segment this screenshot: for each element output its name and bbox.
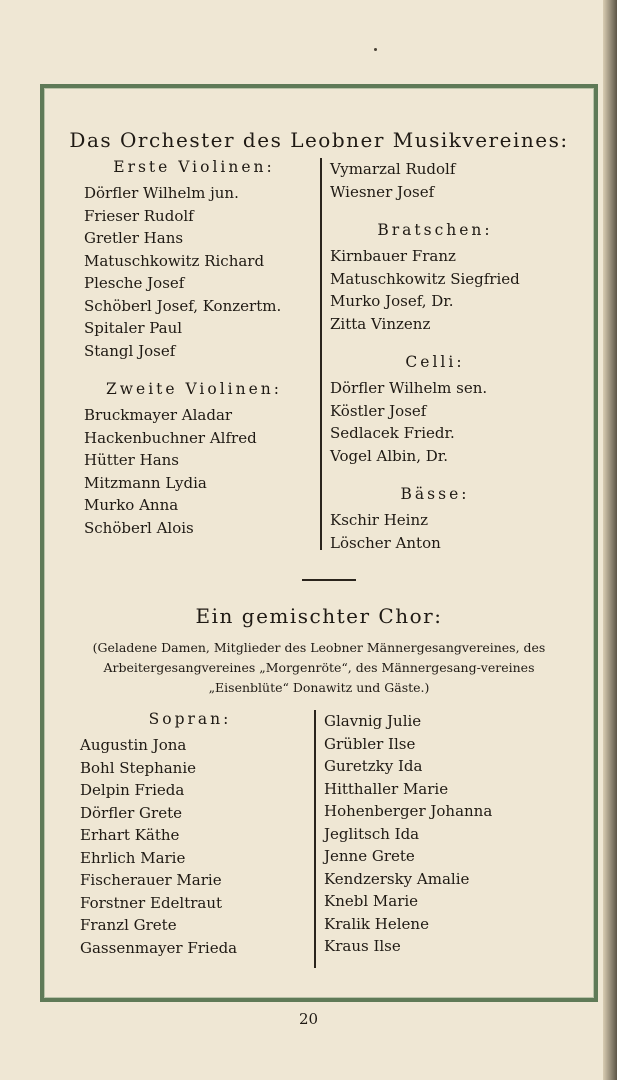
member-name: Mitzmann Lydia xyxy=(84,473,207,492)
member-name: Vymarzal Rudolf xyxy=(330,160,456,178)
member-name: Murko Josef, Dr. xyxy=(330,292,454,310)
orchestra-title: Das Orchester des Leobner Musikvereines: xyxy=(69,128,569,152)
member-name: Hackenbuchner Alfred xyxy=(84,428,257,447)
soprano-left-column xyxy=(80,710,300,959)
member-name: Glavnig Julie xyxy=(324,712,422,730)
member-name: Kraus Ilse xyxy=(324,937,401,955)
member-name: Bohl Stephanie xyxy=(80,758,197,777)
member-name: Kschir Heinz xyxy=(330,511,429,529)
member-name: Schöberl Alois xyxy=(84,518,194,537)
member-name: Löscher Anton xyxy=(330,533,441,552)
member-name: Knebl Marie xyxy=(324,892,419,910)
choir-title: Ein gemischter Chor: xyxy=(195,604,443,628)
soprano-left-list xyxy=(80,734,300,959)
orchestra-right-column xyxy=(330,158,540,554)
member-name: Spitaler Paul xyxy=(84,319,183,337)
member-name: Dörfler Wilhelm sen. xyxy=(330,379,488,397)
member-name: Köstler Josef xyxy=(330,401,427,420)
cellos-heading: Celli: xyxy=(405,353,465,371)
page-edge xyxy=(603,0,617,1080)
orchestra-left-column xyxy=(84,158,304,539)
member-name: Bruckmayer Aladar xyxy=(84,406,233,424)
soprano-heading: Sopran: xyxy=(148,710,232,728)
violas-heading: Bratschen: xyxy=(377,221,493,239)
soprano-right-list xyxy=(324,710,554,958)
member-name: Erhart Käthe xyxy=(80,826,180,844)
member-name: Gretler Hans xyxy=(84,229,184,247)
member-name: Franzl Grete xyxy=(80,916,177,934)
page-number: 20 xyxy=(298,1010,319,1028)
member-name: Dörfler Grete xyxy=(80,803,182,822)
member-name: Jenne Grete xyxy=(324,847,415,865)
member-name: Kendzersky Amalie xyxy=(324,869,470,888)
basses-heading: Bässe: xyxy=(400,485,470,503)
column-divider xyxy=(320,158,322,550)
member-name: Plesche Josef xyxy=(84,274,185,292)
second-violins-heading: Zweite Violinen: xyxy=(106,380,282,398)
member-name: Forstner Edeltraut xyxy=(80,893,223,912)
member-name: Hütter Hans xyxy=(84,451,179,469)
basses-list xyxy=(330,509,540,554)
member-name: Matuschkowitz Richard xyxy=(84,251,265,270)
member-name: Gassenmayer Frieda xyxy=(80,938,238,957)
ink-dot xyxy=(374,48,377,51)
member-name: Sedlacek Friedr. xyxy=(330,424,455,442)
member-name: Augustin Jona xyxy=(80,736,187,754)
second-violins-list xyxy=(84,404,304,539)
member-name: Zitta Vinzenz xyxy=(330,314,431,333)
member-name: Dörfler Wilhelm jun. xyxy=(84,184,239,202)
soprano-right-column xyxy=(324,710,554,958)
member-name: Guretzky Ida xyxy=(324,757,423,775)
member-name: Jeglitsch Ida xyxy=(324,824,420,843)
member-name: Stangl Josef xyxy=(84,341,176,360)
member-name: Vogel Albin, Dr. xyxy=(330,446,449,465)
first-violins-list xyxy=(84,182,304,362)
member-name: Grübler Ilse xyxy=(324,734,416,753)
member-name: Frieser Rudolf xyxy=(84,206,194,225)
member-name: Hitthaller Marie xyxy=(324,779,449,798)
member-name: Hohenberger Johanna xyxy=(324,802,493,820)
cellos-list xyxy=(330,377,540,467)
member-name: Delpin Frieda xyxy=(80,781,185,799)
violas-list xyxy=(330,245,540,335)
member-name: Matuschkowitz Siegfried xyxy=(330,269,520,288)
member-name: Schöberl Josef, Konzertm. xyxy=(84,296,282,315)
choir-note: (Geladene Damen, Mitglieder des Leobner Männergesangvereines, des Arbeitergesangvereines „Morgenröte“, des Männergesang-vereines „Eisenblüte“ Donawitz und Gäste.) xyxy=(92,640,546,695)
content-frame xyxy=(40,84,598,1002)
member-name: Kirnbauer Franz xyxy=(330,247,456,265)
member-name: Fischerauer Marie xyxy=(80,871,222,889)
section-divider xyxy=(302,579,356,581)
first-violins-heading: Erste Violinen: xyxy=(113,158,275,176)
choir-column-divider xyxy=(314,710,316,968)
member-name: Murko Anna xyxy=(84,496,179,514)
member-name: Kralik Helene xyxy=(324,914,429,933)
first-violins-continued-list xyxy=(330,158,540,203)
member-name: Wiesner Josef xyxy=(330,182,435,201)
member-name: Ehrlich Marie xyxy=(80,848,186,867)
